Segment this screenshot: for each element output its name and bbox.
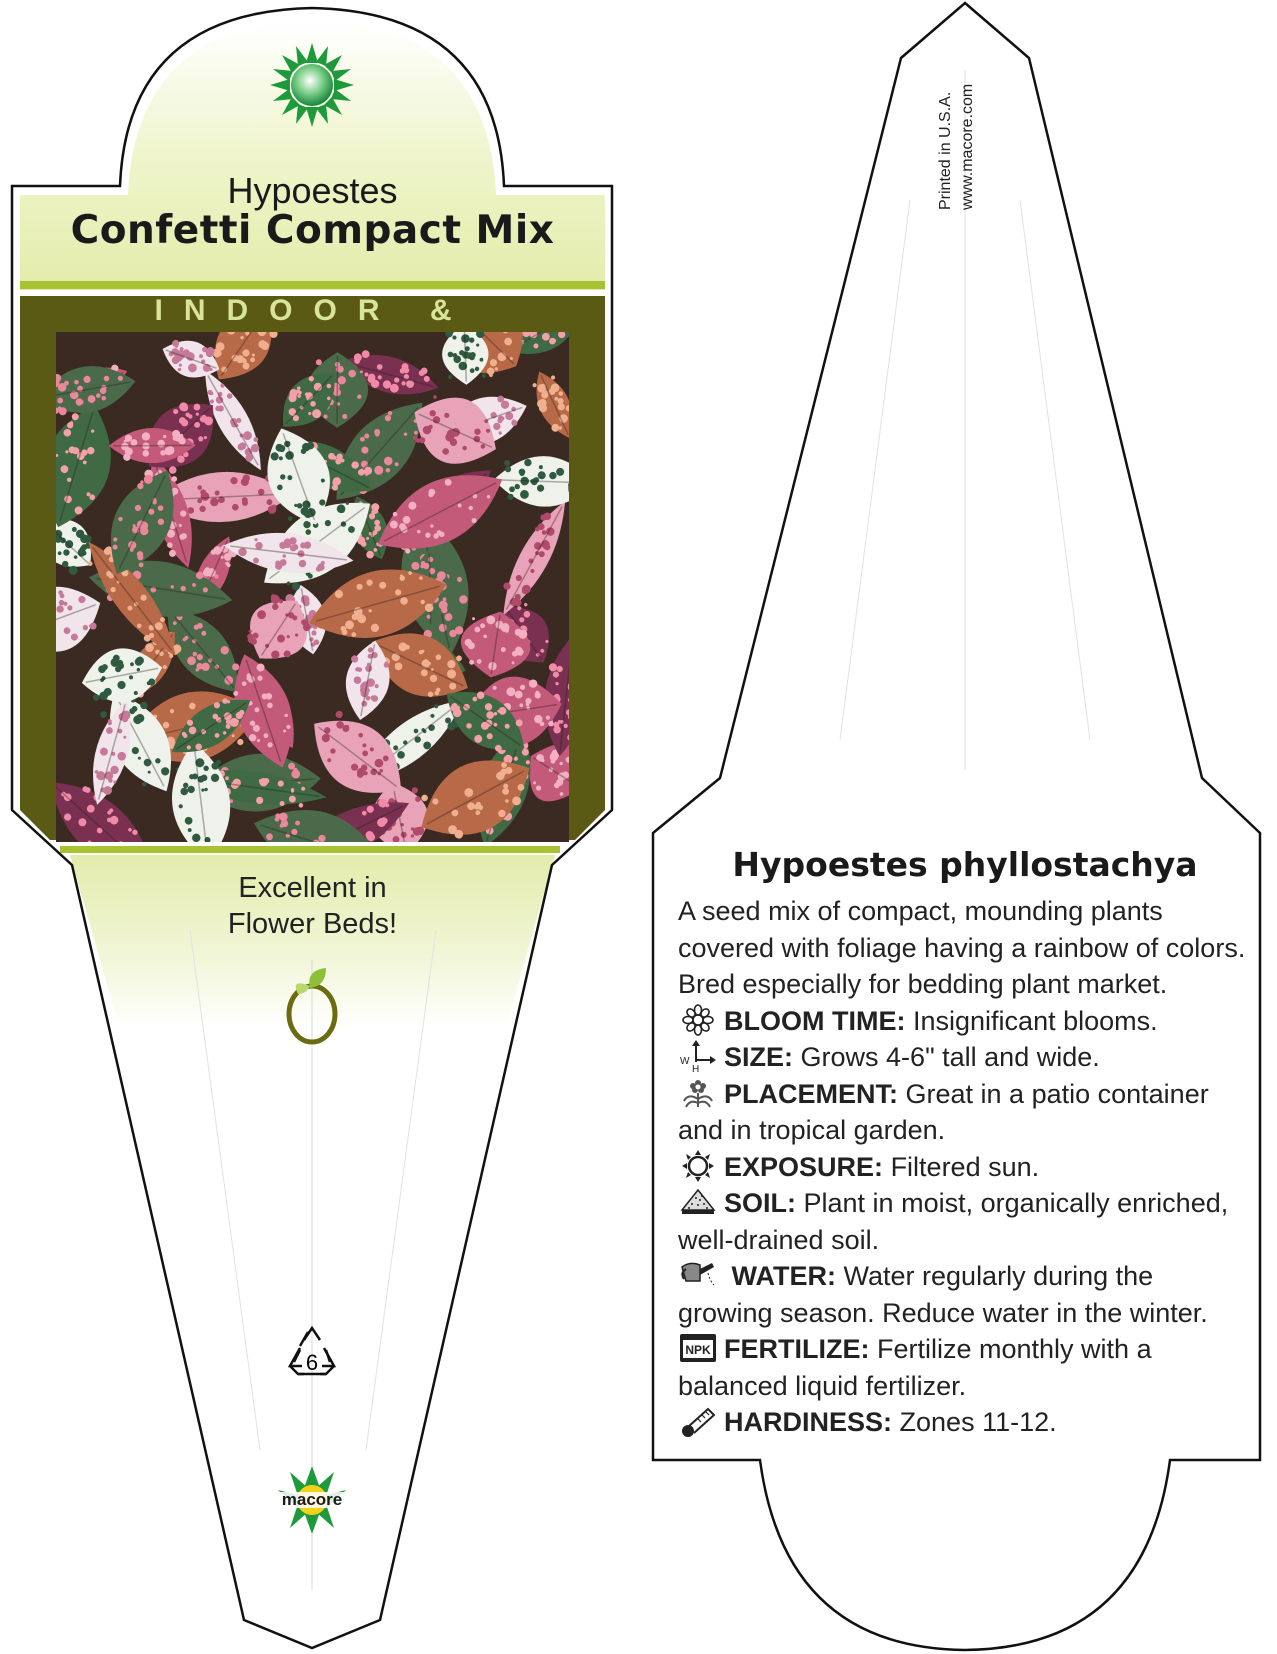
- description: A seed mix of compact, mounding plants covered with foliage having a rainbow of colors. Bred especially for bedding plant market.: [678, 896, 1246, 999]
- soil-value: Plant in moist, organically enriched, well-drained soil.: [678, 1188, 1229, 1255]
- size-label: SIZE:: [724, 1042, 794, 1072]
- plant-variety: Confetti Compact Mix: [70, 208, 555, 253]
- attribute-exposure: [678, 1149, 1253, 1186]
- tagline-line-1: Excellent in: [238, 872, 387, 904]
- tagline: [150, 870, 475, 942]
- botanical-name: Hypoestes phyllostachya: [732, 845, 1198, 884]
- size-icon-h: H: [692, 1064, 700, 1072]
- placement-icon: [678, 1077, 718, 1109]
- care-info: [678, 893, 1253, 1441]
- soil-label: SOIL:: [724, 1188, 796, 1218]
- hardiness-value: Zones 11-12.: [899, 1407, 1057, 1437]
- bloom-time-label: BLOOM TIME:: [724, 1005, 906, 1036]
- tagline-line-2: Flower Beds!: [227, 908, 398, 940]
- bloom-time-value: Insignificant blooms.: [913, 1005, 1158, 1036]
- attribute-soil: [678, 1185, 1253, 1258]
- water-label: WATER:: [731, 1261, 836, 1291]
- soil-icon: [678, 1186, 718, 1218]
- size-icon-w: W: [680, 1056, 690, 1067]
- water-value: Water regularly during the growing season. Reduce water in the winter.: [678, 1261, 1208, 1328]
- thermometer-icon: [678, 1405, 718, 1437]
- placement-value: Great in a patio container and in tropical garden.: [678, 1078, 1209, 1145]
- attribute-fertilize: [678, 1331, 1253, 1404]
- sun-icon: [678, 1150, 718, 1182]
- exposure-value: Filtered sun.: [890, 1151, 1040, 1182]
- exposure-label: EXPOSURE:: [724, 1151, 884, 1182]
- foliage-image: [56, 332, 569, 842]
- attribute-bloom-time: [678, 1003, 1253, 1040]
- attribute-placement: [678, 1076, 1253, 1149]
- size-icon: [678, 1040, 718, 1072]
- plant-photo: [56, 332, 569, 842]
- fertilize-label: FERTILIZE:: [724, 1334, 870, 1364]
- printed-notice: [935, 84, 979, 210]
- fertilizer-icon: [678, 1332, 718, 1364]
- sun-logo-icon: [270, 43, 354, 127]
- placement-label: PLACEMENT:: [724, 1078, 898, 1109]
- npk-text: NPK: [685, 1343, 711, 1357]
- brand-name: macore: [281, 1490, 343, 1509]
- fertilize-value: Fertilize monthly with a balanced liquid fertilizer.: [678, 1334, 1152, 1401]
- attribute-size: [678, 1039, 1253, 1076]
- printed-line-1: Printed in U.S.A.: [937, 91, 954, 210]
- plant-genus: Hypoestes: [227, 170, 398, 211]
- recycle-number: 6: [305, 1350, 319, 1375]
- flower-icon: [678, 1004, 718, 1036]
- size-value: Grows 4-6" tall and wide.: [800, 1042, 1100, 1072]
- printed-line-2: www.macore.com: [959, 83, 976, 210]
- watering-can-icon: [678, 1259, 718, 1291]
- category-label: INDOOR &: [154, 294, 473, 327]
- attribute-hardiness: [678, 1404, 1253, 1441]
- hardiness-label: HARDINESS:: [724, 1407, 893, 1437]
- attribute-water: [678, 1258, 1253, 1331]
